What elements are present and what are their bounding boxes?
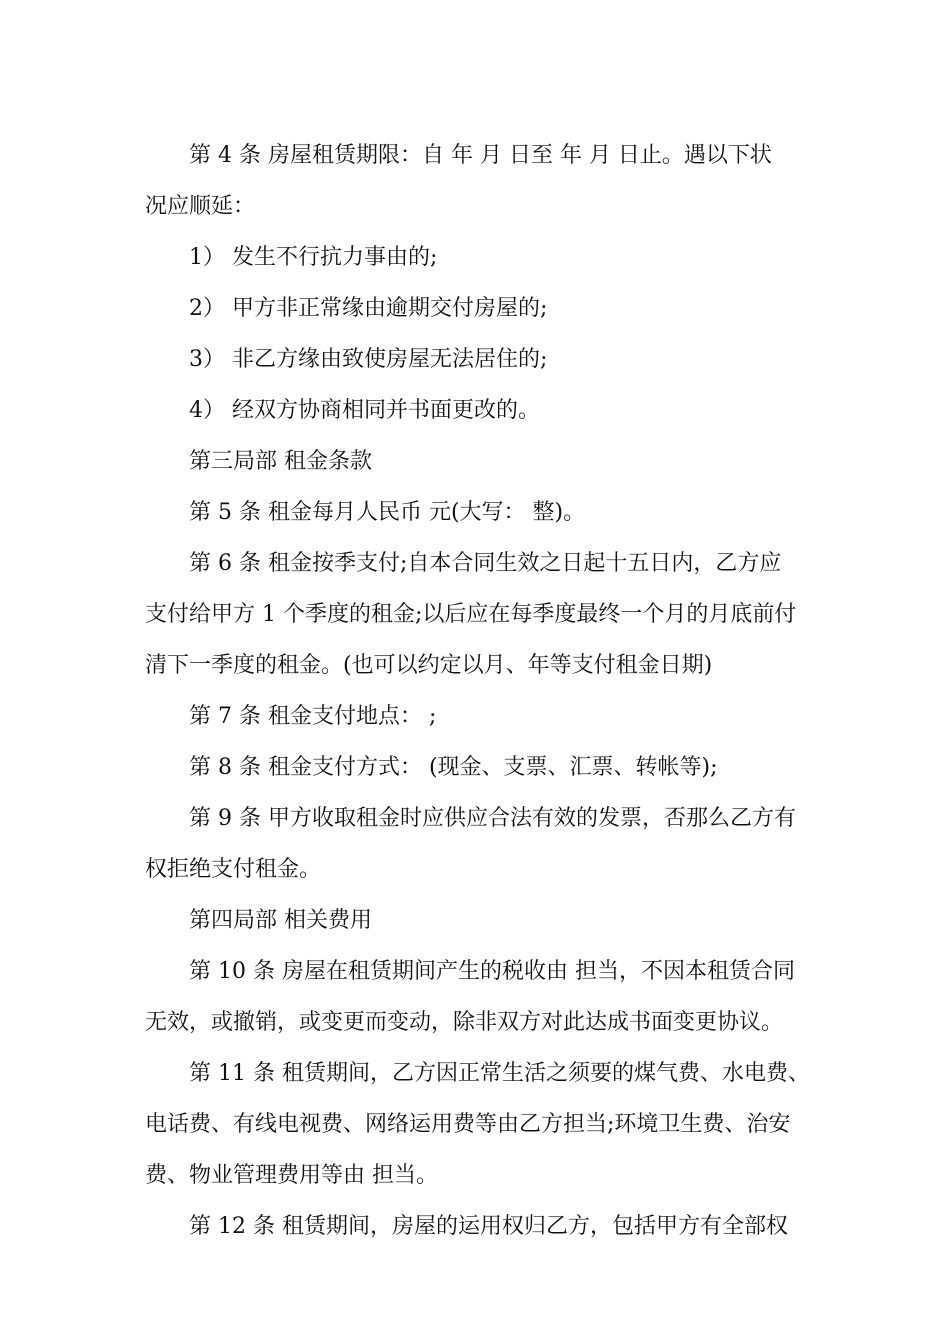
text-line: 第 9 条 甲方收取租金时应供应合法有效的发票，否那么乙方有 [189,806,796,831]
list-item: 3） 非乙方缘由致使房屋无法居住的; [189,347,548,372]
section-heading: 第四局部 相关费用 [189,908,372,933]
text-line: 第 12 条 租赁期间，房屋的运用权归乙方，包括甲方有全部权 [189,1214,788,1239]
section-heading: 第三局部 租金条款 [189,449,372,474]
text-line: 第 7 条 租金支付地点： ; [189,704,437,729]
text-line: 权拒绝支付租金。 [145,857,322,882]
list-item: 2） 甲方非正常缘由逾期交付房屋的; [189,296,548,321]
text-line: 无效，或撤销，或变更而变动，除非双方对此达成书面变更协议。 [145,1010,784,1035]
document-body [145,130,820,1252]
text-line: 第 5 条 租金每月人民币 元(大写： 整)。 [189,500,586,525]
text-line: 第 4 条 房屋租赁期限：自 年 月 日至 年 月 日止。遇以下状 [189,143,772,168]
text-line: 费、物业管理费用等由 担当。 [145,1163,438,1188]
text-line: 第 10 条 房屋在租赁期间产生的税收由 担当，不因本租赁合同 [189,959,795,984]
text-line: 清下一季度的租金。(也可以约定以月、年等支付租金日期) [145,653,713,678]
list-item: 4） 经双方协商相同并书面更改的。 [189,398,540,423]
list-item: 1） 发生不行抗力事由的; [189,245,438,270]
text-line: 第 8 条 租金支付方式： (现金、支票、汇票、转帐等); [189,755,718,780]
text-line: 电话费、有线电视费、网络运用费等由乙方担当;环境卫生费、治安 [145,1112,791,1137]
text-line: 支付给甲方 1 个季度的租金;以后应在每季度最终一个月的月底前付 [145,602,797,627]
text-line: 况应顺延： [145,194,256,219]
text-line: 第 6 条 租金按季支付;自本合同生效之日起十五日内，乙方应 [189,551,782,576]
text-line: 第 11 条 租赁期间，乙方因正常生活之须要的煤气费、水电费、 [189,1061,810,1086]
